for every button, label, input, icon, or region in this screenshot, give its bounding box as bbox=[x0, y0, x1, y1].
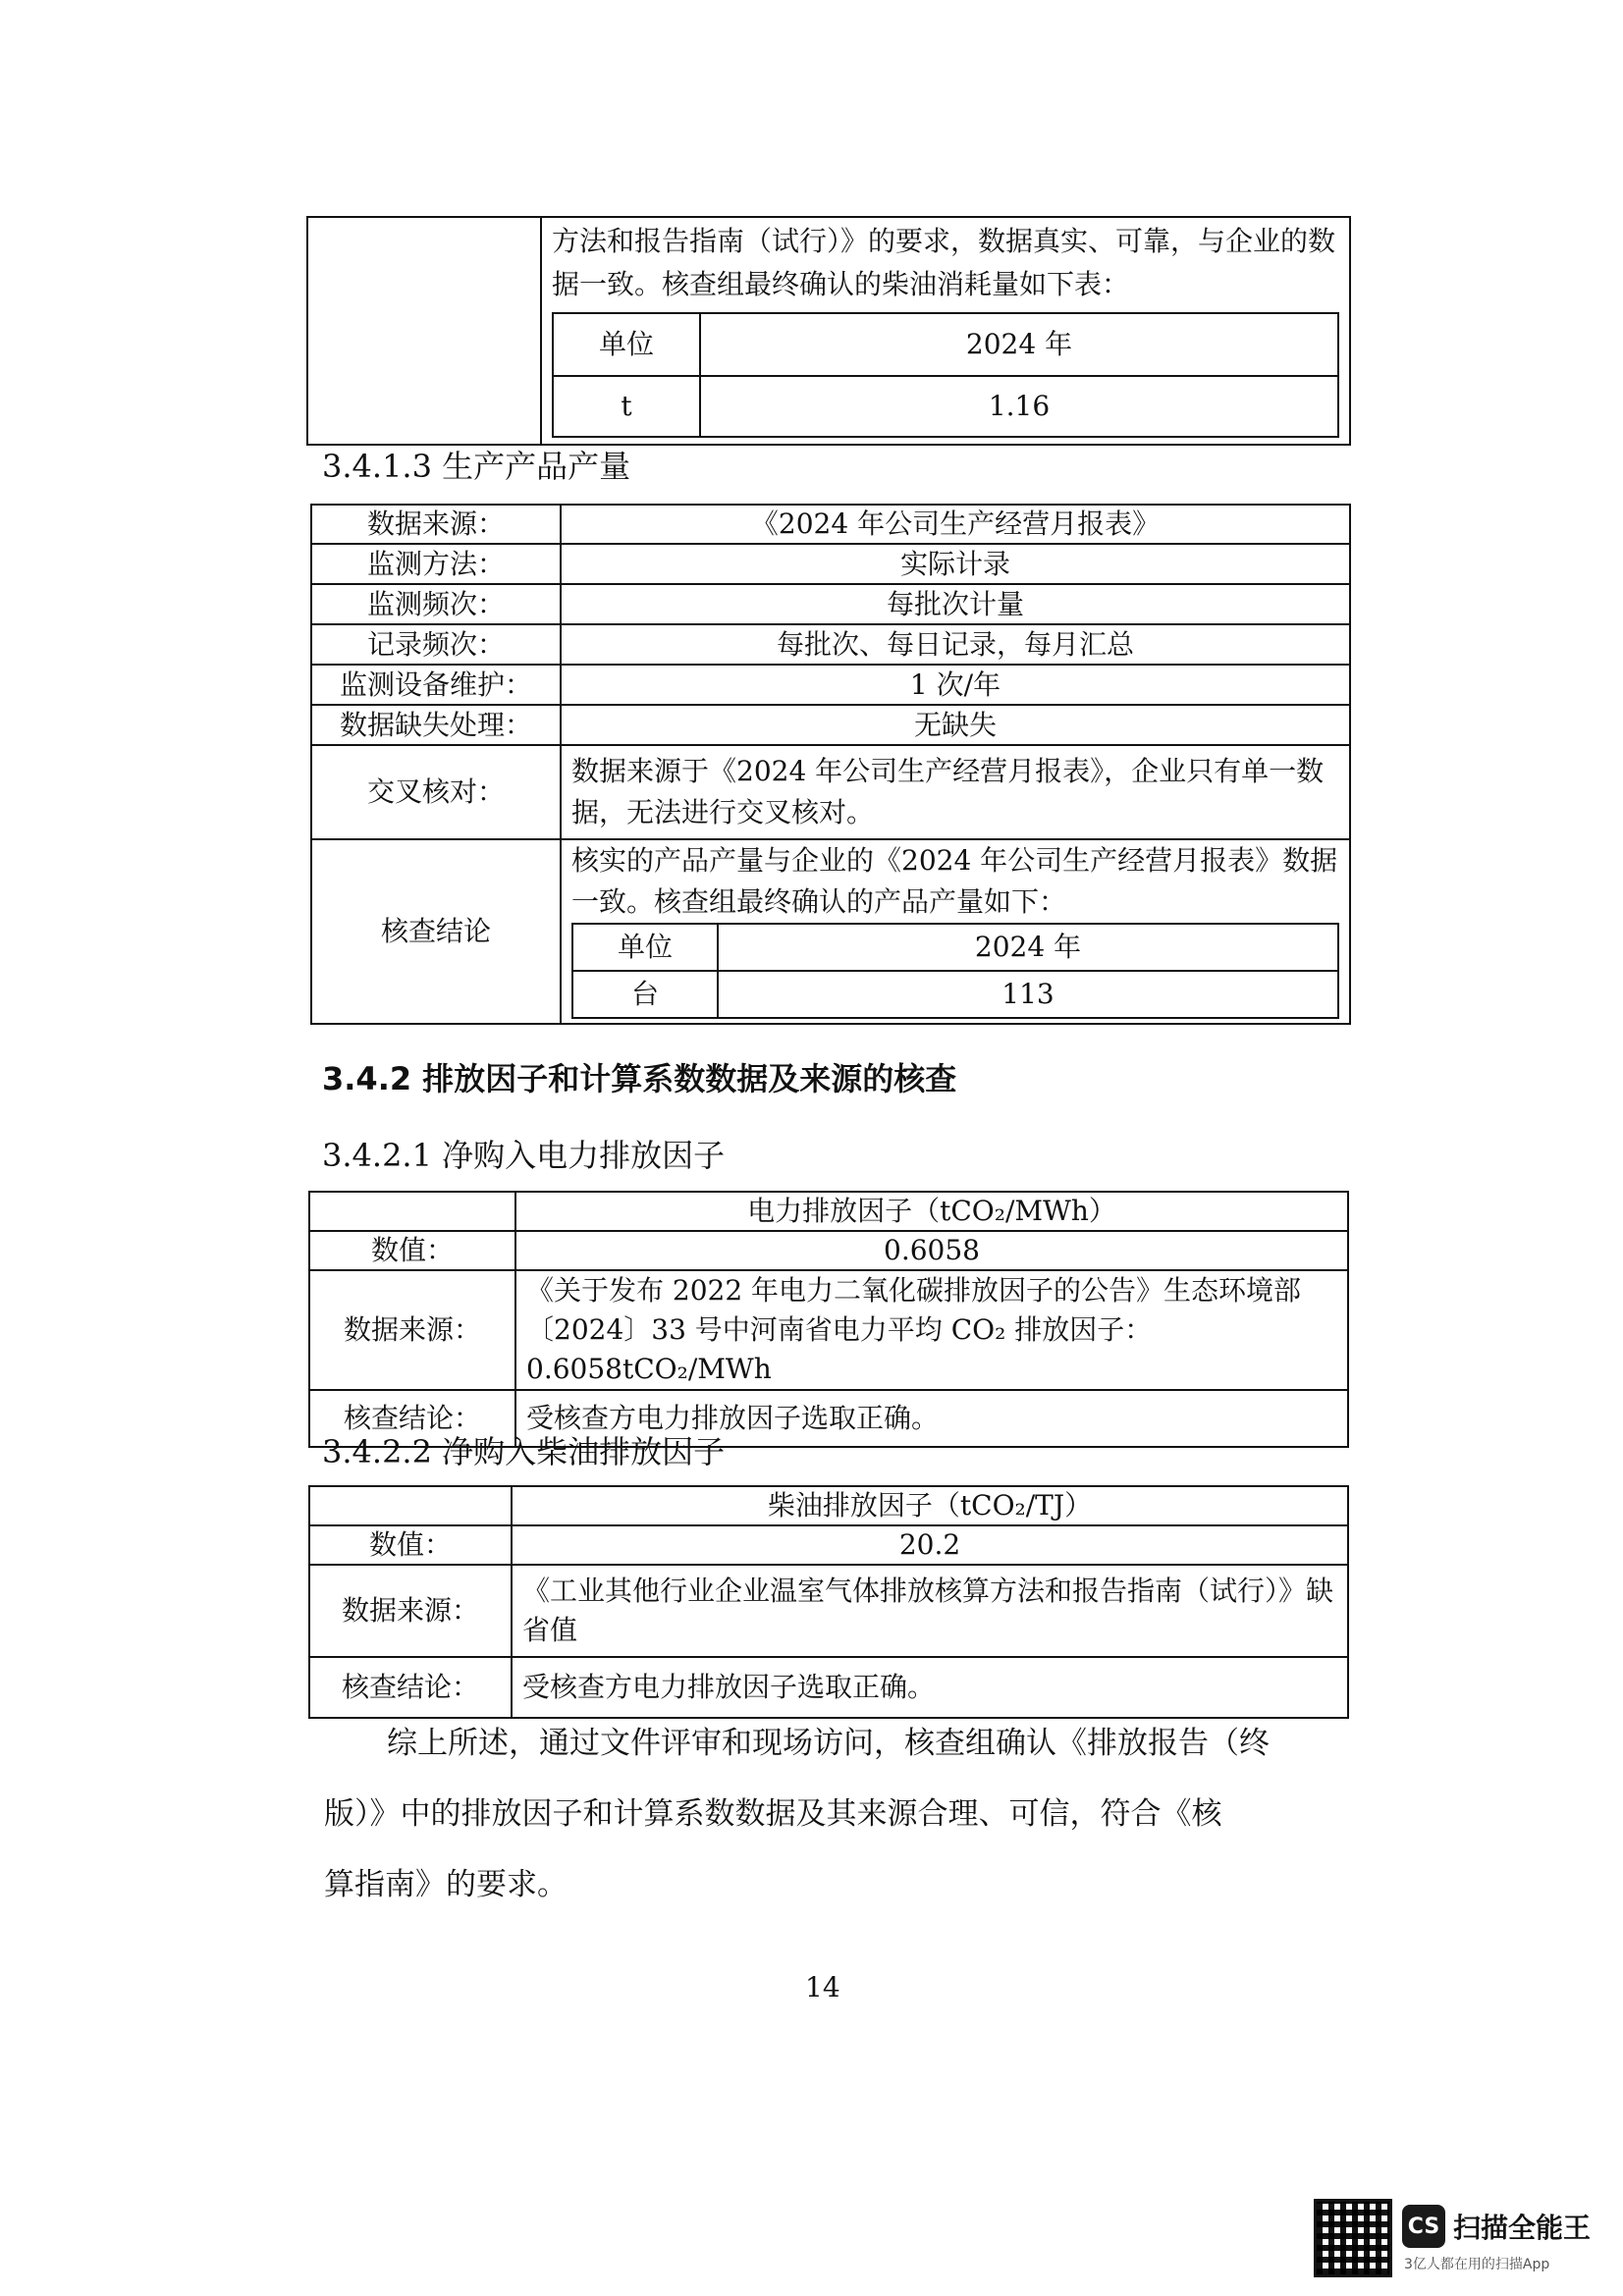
row-label: 监测设备维护： bbox=[311, 665, 561, 705]
section-title-342: 3.4.2 排放因子和计算系数数据及来源的核查 bbox=[322, 1060, 957, 1097]
row-label: 监测频次： bbox=[311, 584, 561, 624]
summary-line-2: 版）》中的排放因子和计算系数数据及其来源合理、可信，符合《核 bbox=[324, 1796, 1222, 1832]
scanner-tagline: 3亿人都在用的扫描App bbox=[1404, 2257, 1550, 2272]
camscanner-logo-icon: CS bbox=[1402, 2205, 1445, 2248]
product-output-table bbox=[310, 504, 1351, 1025]
page-number: 14 bbox=[805, 1971, 840, 2003]
summary-line-3: 算指南》的要求。 bbox=[324, 1867, 568, 1902]
row-label: 数据缺失处理： bbox=[311, 705, 561, 745]
electric-factor-value: 0.6058 bbox=[515, 1231, 1348, 1270]
value-label: 数值： bbox=[309, 1525, 512, 1565]
value-label: 数值： bbox=[309, 1231, 515, 1270]
row-value: 每批次计量 bbox=[561, 584, 1350, 624]
electric-factor-table bbox=[308, 1191, 1349, 1448]
row-value: 《2024 年公司生产经营月报表》 bbox=[561, 505, 1350, 544]
row-value: 无缺失 bbox=[561, 705, 1350, 745]
conclusion-label: 核查结论 bbox=[311, 839, 561, 1024]
empty-header-cell bbox=[309, 1192, 515, 1231]
row-value: 实际计录 bbox=[561, 544, 1350, 584]
header-unit: 单位 bbox=[553, 313, 700, 376]
unit-value: 台 bbox=[572, 971, 718, 1018]
source-label: 数据来源： bbox=[309, 1270, 515, 1390]
header-year: 2024 年 bbox=[718, 924, 1338, 971]
cross-check-text: 数据来源于《2024 年公司生产经营月报表》，企业只有单一数据，无法进行交叉核对。 bbox=[561, 745, 1350, 839]
diesel-conclusion-text: 受核查方电力排放因子选取正确。 bbox=[512, 1657, 1348, 1718]
diesel-conclusion-text: 方法和报告指南（试行）》的要求，数据真实、可靠，与企业的数据一致。核查组最终确认的柴油消耗量如下表： bbox=[552, 225, 1336, 300]
section-title-3421: 3.4.2.1 净购入电力排放因子 bbox=[322, 1137, 726, 1174]
row-value: 每批次、每日记录，每月汇总 bbox=[561, 624, 1350, 665]
cross-check-label: 交叉核对： bbox=[311, 745, 561, 839]
empty-header-cell bbox=[309, 1486, 512, 1525]
source-label: 数据来源： bbox=[309, 1565, 512, 1657]
summary-paragraph bbox=[324, 1708, 1345, 1920]
diesel-result-table bbox=[552, 312, 1339, 438]
empty-label-cell bbox=[307, 217, 541, 445]
unit-value: t bbox=[553, 376, 700, 437]
header-unit: 单位 bbox=[572, 924, 718, 971]
row-label: 数据来源： bbox=[311, 505, 561, 544]
diesel-amount: 1.16 bbox=[700, 376, 1338, 437]
row-value: 1 次/年 bbox=[561, 665, 1350, 705]
scanner-brand: 扫描全能王 bbox=[1453, 2212, 1592, 2244]
row-label: 记录频次： bbox=[311, 624, 561, 665]
diesel-factor-value: 20.2 bbox=[512, 1525, 1348, 1565]
diesel-source-text: 《工业其他行业企业温室气体排放核算方法和报告指南（试行）》缺省值 bbox=[512, 1565, 1348, 1657]
product-result-table bbox=[571, 923, 1339, 1019]
conclusion-label: 核查结论： bbox=[309, 1390, 515, 1447]
header-year: 2024 年 bbox=[700, 313, 1338, 376]
diesel-consumption-table bbox=[306, 216, 1351, 446]
qr-code-icon bbox=[1314, 2199, 1392, 2277]
product-amount: 113 bbox=[718, 971, 1338, 1018]
electric-factor-header: 电力排放因子（tCO₂/MWh） bbox=[515, 1192, 1348, 1231]
diesel-factor-header: 柴油排放因子（tCO₂/TJ） bbox=[512, 1486, 1348, 1525]
conclusion-label: 核查结论： bbox=[309, 1657, 512, 1718]
summary-line-1: 综上所述，通过文件评审和现场访问，核查组确认《排放报告（终 bbox=[387, 1726, 1270, 1761]
electric-conclusion-text: 受核查方电力排放因子选取正确。 bbox=[515, 1390, 1348, 1447]
product-conclusion-text: 核实的产品产量与企业的《2024 年公司生产经营月报表》数据一致。核查组最终确认的产品产量如下： bbox=[571, 844, 1338, 918]
electric-source-text: 《关于发布 2022 年电力二氧化碳排放因子的公告》生态环境部〔2024〕33 号中河南省电力平均 CO₂ 排放因子：0.6058tCO₂/MWh bbox=[515, 1270, 1348, 1390]
section-title-3422: 3.4.2.2 净购入柴油排放因子 bbox=[322, 1433, 726, 1470]
section-title-3413: 3.4.1.3 生产产品产量 bbox=[322, 448, 631, 485]
diesel-factor-table bbox=[308, 1485, 1349, 1719]
row-label: 监测方法： bbox=[311, 544, 561, 584]
